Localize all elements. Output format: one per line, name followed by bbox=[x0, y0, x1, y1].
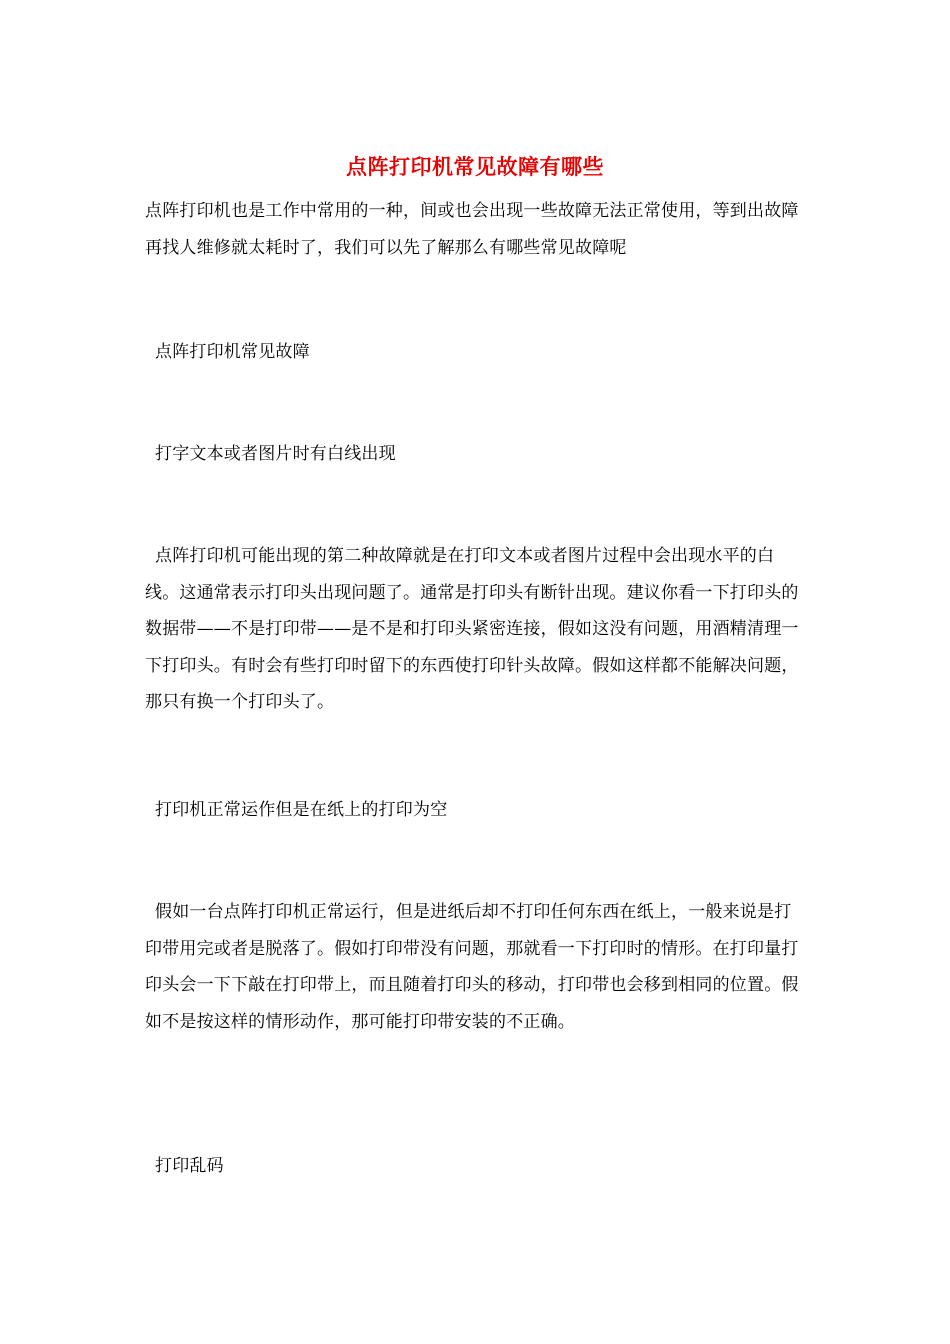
intro-paragraph: 点阵打印机也是工作中常用的一种，间或也会出现一些故障无法正常使用，等到出故障再找人维修就太耗时了，我们可以先了解那么有哪些常见故障呢 bbox=[145, 201, 799, 258]
document-title: 点阵打印机常见故障有哪些 bbox=[346, 154, 604, 179]
issue-2-heading: 打印机正常运作但是在纸上的打印为空 bbox=[155, 800, 448, 820]
issue-2-body: 假如一台点阵打印机正常运行，但是进纸后却不打印任何东西在纸上，一般来说是打印带用完或者是脱落了。假如打印带没有问题，那就看一下打印时的情形。在打印量打印头会一下下敲在打印带上，而且随着打印头的移动，打印带也会移到相同的位置。假如不是按这样的情形动作，那可能打印带安装的不正确。 bbox=[145, 902, 799, 1032]
issue-1-heading: 打字文本或者图片时有白线出现 bbox=[155, 444, 396, 464]
issue-3-heading: 打印乱码 bbox=[155, 1156, 224, 1176]
section-heading: 点阵打印机常见故障 bbox=[155, 342, 310, 362]
issue-1-body: 点阵打印机可能出现的第二种故障就是在打印文本或者图片过程中会出现水平的白线。这通常表示打印头出现问题了。通常是打印头有断针出现。建议你看一下打印头的数据带——不是打印带——是不是和打印头紧密连接，假如这没有问题，用酒精清理一下打印头。有时会有些打印时留下的东西使打印针头故障。假如这样都不能解决问题，那只有换一个打印头了。 bbox=[145, 546, 799, 712]
